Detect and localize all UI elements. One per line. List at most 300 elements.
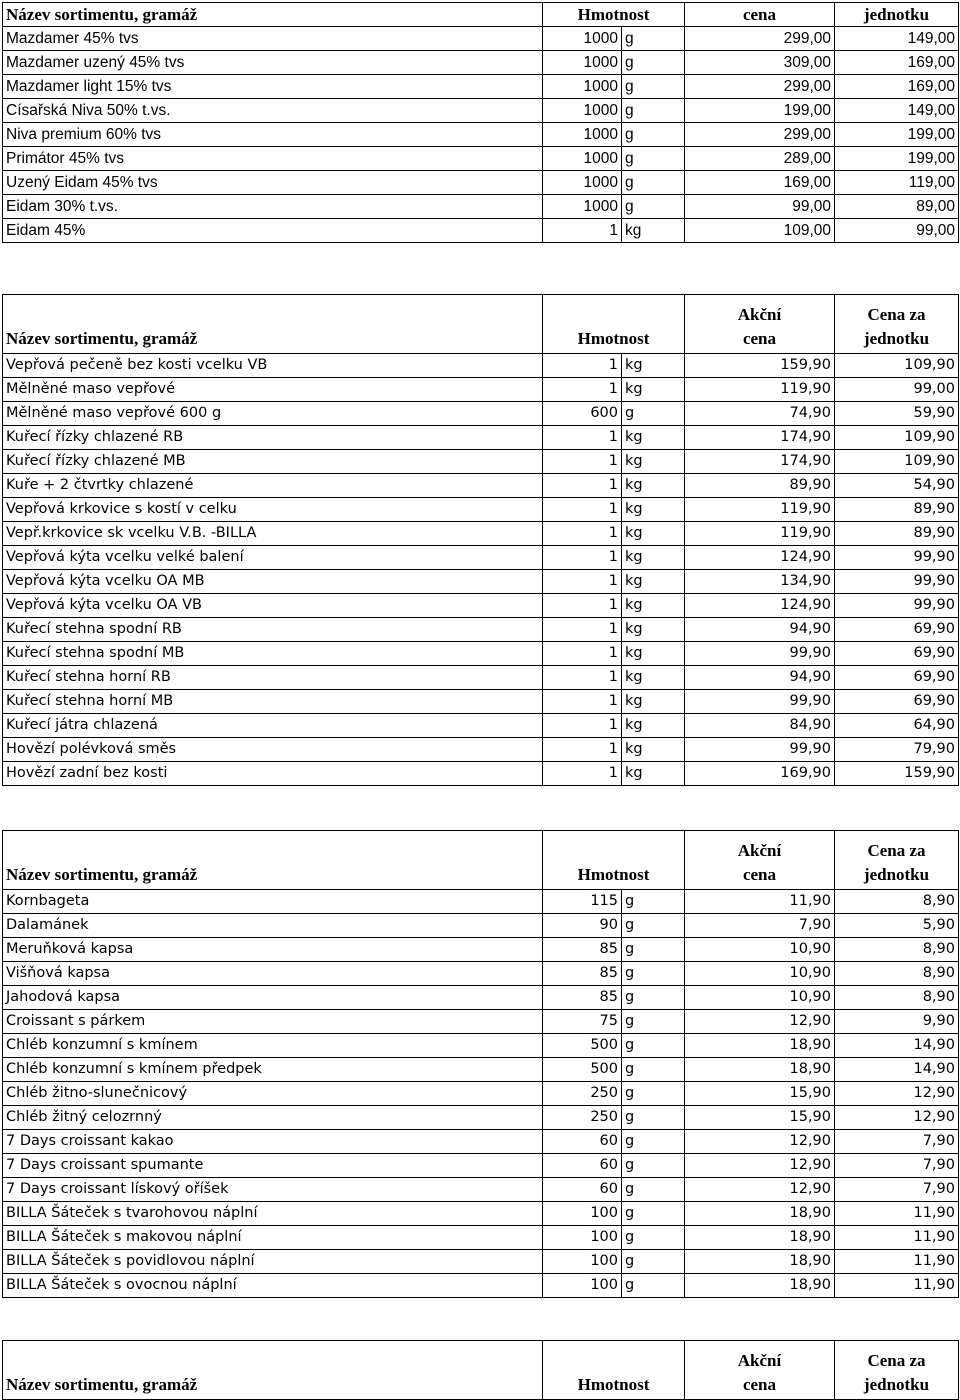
header-unit-price <box>835 1341 959 1400</box>
table-header-row <box>3 295 959 354</box>
item-name: Vepřová krkovice s kostí v celku <box>3 498 543 522</box>
item-quantity: 500 <box>543 1058 622 1082</box>
item-price: 124,90 <box>685 546 835 570</box>
item-unit-price: 11,90 <box>835 1274 959 1298</box>
header-price <box>685 831 835 890</box>
item-quantity: 1000 <box>543 75 622 99</box>
item-name: Mazdamer light 15% tvs <box>3 75 543 99</box>
item-quantity: 1 <box>543 570 622 594</box>
item-quantity: 1000 <box>543 51 622 75</box>
item-quantity: 1000 <box>543 171 622 195</box>
item-name: Vepř.krkovice sk vcelku V.B. -BILLA <box>3 522 543 546</box>
table-row <box>3 378 959 402</box>
item-price: 159,90 <box>685 354 835 378</box>
item-quantity: 1 <box>543 219 622 243</box>
item-unit: kg <box>622 219 685 243</box>
table-row <box>3 1106 959 1130</box>
item-unit: kg <box>622 738 685 762</box>
item-price: 299,00 <box>685 123 835 147</box>
table-row <box>3 762 959 786</box>
item-name: Jahodová kapsa <box>3 986 543 1010</box>
item-price: 18,90 <box>685 1226 835 1250</box>
item-price: 199,00 <box>685 99 835 123</box>
table-row <box>3 666 959 690</box>
item-price: 174,90 <box>685 450 835 474</box>
item-unit: g <box>622 986 685 1010</box>
item-quantity: 1 <box>543 546 622 570</box>
item-quantity: 75 <box>543 1010 622 1034</box>
item-name: Vepřová kýta vcelku OA MB <box>3 570 543 594</box>
item-quantity: 600 <box>543 402 622 426</box>
item-name: BILLA Šáteček s makovou náplní <box>3 1226 543 1250</box>
item-unit: kg <box>622 642 685 666</box>
item-unit-price: 7,90 <box>835 1154 959 1178</box>
item-quantity: 1 <box>543 474 622 498</box>
item-name: Višňová kapsa <box>3 962 543 986</box>
item-quantity: 1000 <box>543 27 622 51</box>
header-name: Název sortimentu, gramáž <box>3 3 543 27</box>
table-row <box>3 219 959 243</box>
item-price: 12,90 <box>685 1130 835 1154</box>
item-price: 18,90 <box>685 1202 835 1226</box>
item-price: 109,00 <box>685 219 835 243</box>
item-unit: g <box>622 938 685 962</box>
item-unit-price: 99,00 <box>835 219 959 243</box>
table-row <box>3 1130 959 1154</box>
header-unit-price <box>835 831 959 890</box>
item-quantity: 1 <box>543 618 622 642</box>
item-unit-price: 109,90 <box>835 426 959 450</box>
item-unit: g <box>622 1130 685 1154</box>
header-unit-line2: jednotku <box>863 329 930 348</box>
item-quantity: 1 <box>543 738 622 762</box>
table-row <box>3 714 959 738</box>
item-price: 124,90 <box>685 594 835 618</box>
item-name: Kuřecí stehna horní RB <box>3 666 543 690</box>
table-header-row <box>3 831 959 890</box>
item-price: 18,90 <box>685 1250 835 1274</box>
item-unit: kg <box>622 474 685 498</box>
item-unit-price: 199,00 <box>835 123 959 147</box>
table-row <box>3 690 959 714</box>
item-unit: kg <box>622 426 685 450</box>
item-name: Císařská Niva 50% t.vs. <box>3 99 543 123</box>
header-price-line1: Akční <box>737 841 782 860</box>
item-quantity: 100 <box>543 1250 622 1274</box>
item-unit: g <box>622 890 685 914</box>
item-unit-price: 8,90 <box>835 962 959 986</box>
table-header-row <box>3 3 959 27</box>
item-quantity: 60 <box>543 1178 622 1202</box>
item-price: 15,90 <box>685 1106 835 1130</box>
table-row <box>3 1082 959 1106</box>
item-unit-price: 149,00 <box>835 27 959 51</box>
table-row <box>3 986 959 1010</box>
next-price-table <box>2 1340 959 1400</box>
item-name: Mělněné maso vepřové <box>3 378 543 402</box>
item-unit: kg <box>622 618 685 642</box>
item-unit-price: 7,90 <box>835 1178 959 1202</box>
item-price: 119,90 <box>685 378 835 402</box>
header-price-line2: cena <box>742 1375 777 1394</box>
item-unit-price: 12,90 <box>835 1106 959 1130</box>
item-unit-price: 89,90 <box>835 498 959 522</box>
table-row <box>3 1202 959 1226</box>
item-unit-price: 89,90 <box>835 522 959 546</box>
item-name: BILLA Šáteček s tvarohovou náplní <box>3 1202 543 1226</box>
item-quantity: 1 <box>543 690 622 714</box>
item-name: Kuřecí řízky chlazené RB <box>3 426 543 450</box>
item-unit-price: 69,90 <box>835 642 959 666</box>
item-unit-price: 11,90 <box>835 1250 959 1274</box>
item-unit: kg <box>622 762 685 786</box>
item-unit-price: 14,90 <box>835 1058 959 1082</box>
item-unit-price: 79,90 <box>835 738 959 762</box>
item-price: 99,90 <box>685 738 835 762</box>
header-name: Název sortimentu, gramáž <box>3 295 543 354</box>
item-unit: kg <box>622 690 685 714</box>
header-price-line1: Akční <box>737 305 782 324</box>
item-name: Primátor 45% tvs <box>3 147 543 171</box>
item-name: Kuře + 2 čtvrtky chlazené <box>3 474 543 498</box>
item-quantity: 1 <box>543 426 622 450</box>
item-unit: g <box>622 1178 685 1202</box>
item-quantity: 1000 <box>543 147 622 171</box>
item-name: Chléb žitno-slunečnicový <box>3 1082 543 1106</box>
item-price: 169,90 <box>685 762 835 786</box>
table-row <box>3 1226 959 1250</box>
item-unit: g <box>622 1106 685 1130</box>
item-name: Eidam 45% <box>3 219 543 243</box>
item-unit: kg <box>622 378 685 402</box>
header-weight: Hmotnost <box>543 295 685 354</box>
item-quantity: 250 <box>543 1082 622 1106</box>
item-quantity: 1000 <box>543 123 622 147</box>
item-quantity: 1 <box>543 594 622 618</box>
item-unit: g <box>622 1274 685 1298</box>
item-name: Vepřová pečeně bez kosti vcelku VB <box>3 354 543 378</box>
item-quantity: 1 <box>543 498 622 522</box>
item-price: 309,00 <box>685 51 835 75</box>
item-quantity: 115 <box>543 890 622 914</box>
item-price: 94,90 <box>685 618 835 642</box>
item-unit: g <box>622 1202 685 1226</box>
item-price: 74,90 <box>685 402 835 426</box>
item-unit: g <box>622 1226 685 1250</box>
item-name: Croissant s párkem <box>3 1010 543 1034</box>
item-price: 99,90 <box>685 642 835 666</box>
header-price: cena <box>685 3 835 27</box>
item-unit-price: 59,90 <box>835 402 959 426</box>
header-price <box>685 295 835 354</box>
item-name: Hovězí zadní bez kosti <box>3 762 543 786</box>
item-quantity: 60 <box>543 1130 622 1154</box>
table-row <box>3 354 959 378</box>
item-quantity: 1 <box>543 762 622 786</box>
item-unit: g <box>622 1010 685 1034</box>
item-unit: kg <box>622 498 685 522</box>
table-row <box>3 498 959 522</box>
header-unit-line2: jednotku <box>863 1375 930 1394</box>
item-price: 10,90 <box>685 962 835 986</box>
item-name: 7 Days croissant kakao <box>3 1130 543 1154</box>
item-name: Kuřecí játra chlazená <box>3 714 543 738</box>
item-unit-price: 11,90 <box>835 1226 959 1250</box>
header-unit-line1: Cena za <box>867 305 926 324</box>
header-weight: Hmotnost <box>543 3 685 27</box>
item-price: 18,90 <box>685 1034 835 1058</box>
item-name: Meruňková kapsa <box>3 938 543 962</box>
item-name: Chléb konzumní s kmínem <box>3 1034 543 1058</box>
header-unit-line1: Cena za <box>867 841 926 860</box>
item-unit-price: 199,00 <box>835 147 959 171</box>
item-unit-price: 54,90 <box>835 474 959 498</box>
item-unit: g <box>622 195 685 219</box>
item-unit: g <box>622 1058 685 1082</box>
item-unit: kg <box>622 570 685 594</box>
item-unit: g <box>622 51 685 75</box>
item-price: 299,00 <box>685 75 835 99</box>
item-name: BILLA Šáteček s ovocnou náplní <box>3 1274 543 1298</box>
item-unit-price: 169,00 <box>835 75 959 99</box>
item-price: 89,90 <box>685 474 835 498</box>
item-price: 119,90 <box>685 522 835 546</box>
item-price: 94,90 <box>685 666 835 690</box>
item-unit: g <box>622 27 685 51</box>
table-row <box>3 1154 959 1178</box>
item-unit: g <box>622 1034 685 1058</box>
header-price-line1: Akční <box>737 1351 782 1370</box>
item-quantity: 85 <box>543 938 622 962</box>
table-row <box>3 938 959 962</box>
item-unit: kg <box>622 522 685 546</box>
item-unit: g <box>622 123 685 147</box>
header-unit-line1: Cena za <box>867 1351 926 1370</box>
item-name: Kuřecí stehna horní MB <box>3 690 543 714</box>
item-unit-price: 12,90 <box>835 1082 959 1106</box>
item-unit-price: 119,00 <box>835 171 959 195</box>
item-name: Chléb žitný celozrnný <box>3 1106 543 1130</box>
item-unit-price: 8,90 <box>835 938 959 962</box>
header-unit-line2: jednotku <box>863 865 930 884</box>
item-quantity: 1 <box>543 354 622 378</box>
item-price: 12,90 <box>685 1154 835 1178</box>
table-row <box>3 1274 959 1298</box>
item-unit-price: 69,90 <box>835 666 959 690</box>
header-name: Název sortimentu, gramáž <box>3 831 543 890</box>
table-row <box>3 171 959 195</box>
item-unit: g <box>622 1082 685 1106</box>
table-row <box>3 426 959 450</box>
meat-price-table <box>2 294 959 786</box>
table-row <box>3 195 959 219</box>
item-name: Eidam 30% t.vs. <box>3 195 543 219</box>
table-row <box>3 147 959 171</box>
item-name: Kuřecí stehna spodní MB <box>3 642 543 666</box>
item-quantity: 1000 <box>543 99 622 123</box>
item-price: 18,90 <box>685 1058 835 1082</box>
item-quantity: 85 <box>543 986 622 1010</box>
table-row <box>3 570 959 594</box>
item-price: 299,00 <box>685 27 835 51</box>
item-unit: g <box>622 962 685 986</box>
item-unit: kg <box>622 450 685 474</box>
item-name: Kuřecí stehna spodní RB <box>3 618 543 642</box>
item-unit-price: 89,00 <box>835 195 959 219</box>
item-unit: g <box>622 1154 685 1178</box>
item-unit-price: 9,90 <box>835 1010 959 1034</box>
item-unit: kg <box>622 666 685 690</box>
table-row <box>3 1010 959 1034</box>
header-name: Název sortimentu, gramáž <box>3 1341 543 1400</box>
item-quantity: 60 <box>543 1154 622 1178</box>
table-row <box>3 450 959 474</box>
item-quantity: 90 <box>543 914 622 938</box>
header-weight: Hmotnost <box>543 1341 685 1400</box>
table-row <box>3 1058 959 1082</box>
item-unit-price: 14,90 <box>835 1034 959 1058</box>
item-quantity: 1 <box>543 450 622 474</box>
item-quantity: 500 <box>543 1034 622 1058</box>
table-row <box>3 914 959 938</box>
table-row <box>3 99 959 123</box>
table-row <box>3 546 959 570</box>
item-name: Vepřová kýta vcelku OA VB <box>3 594 543 618</box>
table-row <box>3 642 959 666</box>
item-price: 99,90 <box>685 690 835 714</box>
table-row <box>3 27 959 51</box>
item-unit-price: 5,90 <box>835 914 959 938</box>
item-name: Mazdamer uzený 45% tvs <box>3 51 543 75</box>
item-price: 12,90 <box>685 1010 835 1034</box>
table-row <box>3 522 959 546</box>
item-unit-price: 99,00 <box>835 378 959 402</box>
item-quantity: 100 <box>543 1274 622 1298</box>
item-unit: g <box>622 1250 685 1274</box>
table-row <box>3 594 959 618</box>
item-unit-price: 8,90 <box>835 986 959 1010</box>
item-price: 119,90 <box>685 498 835 522</box>
item-price: 84,90 <box>685 714 835 738</box>
item-name: Kuřecí řízky chlazené MB <box>3 450 543 474</box>
item-unit-price: 11,90 <box>835 1202 959 1226</box>
item-unit: g <box>622 914 685 938</box>
table-row <box>3 1034 959 1058</box>
header-price-line2: cena <box>742 329 777 348</box>
item-unit: g <box>622 171 685 195</box>
item-quantity: 85 <box>543 962 622 986</box>
header-unit-price <box>835 295 959 354</box>
item-price: 15,90 <box>685 1082 835 1106</box>
item-quantity: 1 <box>543 714 622 738</box>
table-row <box>3 474 959 498</box>
item-unit-price: 7,90 <box>835 1130 959 1154</box>
item-name: Niva premium 60% tvs <box>3 123 543 147</box>
table-header-row <box>3 1341 959 1400</box>
item-unit-price: 149,00 <box>835 99 959 123</box>
item-unit-price: 99,90 <box>835 594 959 618</box>
item-name: Chléb konzumní s kmínem předpek <box>3 1058 543 1082</box>
item-unit-price: 159,90 <box>835 762 959 786</box>
item-quantity: 250 <box>543 1106 622 1130</box>
item-unit-price: 69,90 <box>835 618 959 642</box>
item-name: Mělněné maso vepřové 600 g <box>3 402 543 426</box>
item-unit-price: 109,90 <box>835 450 959 474</box>
item-unit: kg <box>622 354 685 378</box>
item-price: 12,90 <box>685 1178 835 1202</box>
table-row <box>3 618 959 642</box>
header-price-line2: cena <box>742 865 777 884</box>
item-unit: g <box>622 147 685 171</box>
item-quantity: 100 <box>543 1226 622 1250</box>
item-quantity: 1000 <box>543 195 622 219</box>
item-name: Hovězí polévková směs <box>3 738 543 762</box>
item-name: Uzený Eidam 45% tvs <box>3 171 543 195</box>
item-name: BILLA Šáteček s povidlovou náplní <box>3 1250 543 1274</box>
table-row <box>3 962 959 986</box>
item-quantity: 100 <box>543 1202 622 1226</box>
item-unit: kg <box>622 546 685 570</box>
item-price: 11,90 <box>685 890 835 914</box>
table-row <box>3 402 959 426</box>
item-name: Mazdamer 45% tvs <box>3 27 543 51</box>
table-row <box>3 890 959 914</box>
item-price: 10,90 <box>685 986 835 1010</box>
item-unit-price: 69,90 <box>835 690 959 714</box>
item-name: Vepřová kýta vcelku velké balení <box>3 546 543 570</box>
item-quantity: 1 <box>543 666 622 690</box>
item-unit: kg <box>622 714 685 738</box>
cheese-price-table <box>2 2 959 243</box>
item-price: 10,90 <box>685 938 835 962</box>
item-quantity: 1 <box>543 522 622 546</box>
item-unit: g <box>622 75 685 99</box>
item-unit-price: 99,90 <box>835 546 959 570</box>
item-price: 7,90 <box>685 914 835 938</box>
item-unit: kg <box>622 594 685 618</box>
item-name: Dalamánek <box>3 914 543 938</box>
bakery-price-table <box>2 830 959 1298</box>
header-weight: Hmotnost <box>543 831 685 890</box>
item-price: 174,90 <box>685 426 835 450</box>
table-row <box>3 1178 959 1202</box>
table-row <box>3 51 959 75</box>
item-unit-price: 109,90 <box>835 354 959 378</box>
header-unit-price: jednotku <box>835 3 959 27</box>
item-name: 7 Days croissant lískový oříšek <box>3 1178 543 1202</box>
item-unit: g <box>622 402 685 426</box>
item-name: 7 Days croissant spumante <box>3 1154 543 1178</box>
item-price: 134,90 <box>685 570 835 594</box>
item-price: 289,00 <box>685 147 835 171</box>
item-quantity: 1 <box>543 378 622 402</box>
item-price: 169,00 <box>685 171 835 195</box>
table-row <box>3 123 959 147</box>
header-price <box>685 1341 835 1400</box>
item-price: 99,00 <box>685 195 835 219</box>
item-unit-price: 64,90 <box>835 714 959 738</box>
item-unit-price: 99,90 <box>835 570 959 594</box>
table-row <box>3 1250 959 1274</box>
item-unit-price: 8,90 <box>835 890 959 914</box>
item-price: 18,90 <box>685 1274 835 1298</box>
item-unit-price: 169,00 <box>835 51 959 75</box>
item-name: Kornbageta <box>3 890 543 914</box>
table-row <box>3 75 959 99</box>
table-row <box>3 738 959 762</box>
item-unit: g <box>622 99 685 123</box>
item-quantity: 1 <box>543 642 622 666</box>
